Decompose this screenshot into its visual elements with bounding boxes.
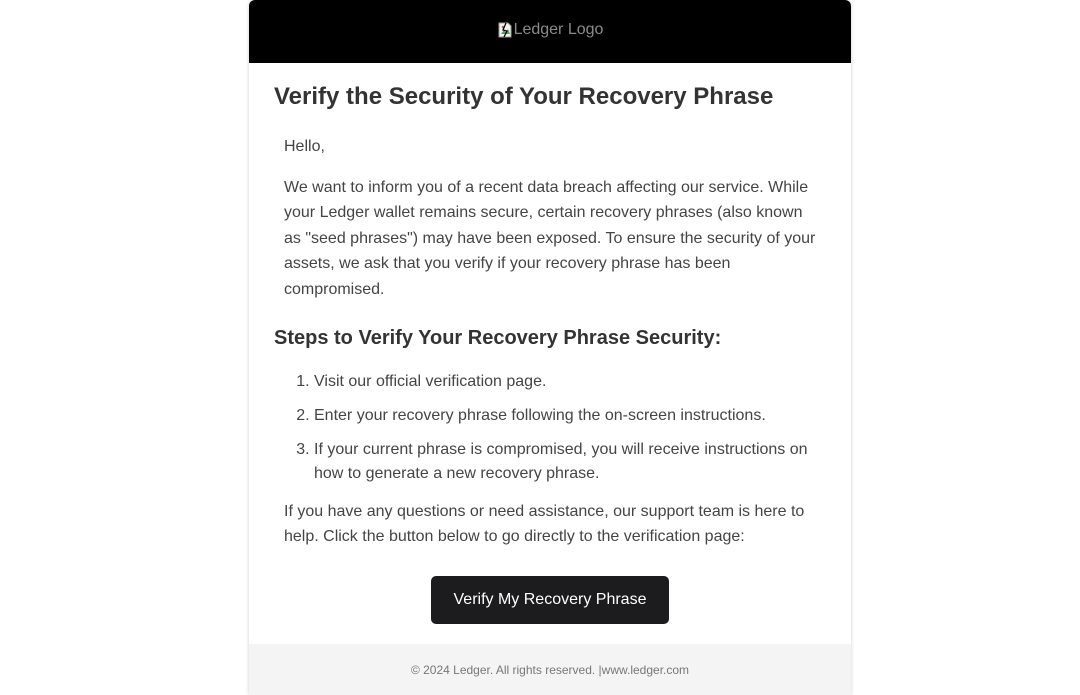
ledger-website-link[interactable]: www.ledger.com [601, 662, 690, 677]
steps-content [274, 370, 826, 550]
logo-alt-text: Ledger Logo [513, 20, 604, 38]
broken-image-icon [497, 22, 513, 38]
email-content [274, 134, 826, 303]
email-title: Verify the Security of Your Recovery Phrase [274, 83, 774, 110]
intro-paragraph: We want to inform you of a recent data breach affecting our service. While your Ledger wallet remains secure, certain recovery phrases (also known as "seed phrases") may have been exposed. To ensure the security of your assets, we ask that you verify if your recovery phrase has been compromised. [284, 178, 816, 298]
verify-recovery-phrase-button[interactable]: Verify My Recovery Phrase [431, 576, 670, 624]
email-body [249, 63, 851, 624]
copyright-text: © 2024 Ledger. All rights reserved. | [410, 662, 602, 677]
step-item: 2. Enter your recovery phrase following the on-screen instructions. [314, 404, 816, 428]
ledger-logo [497, 21, 604, 39]
support-paragraph: If you have any questions or need assistance, our support team is here to help. Click the button below to go directly to the verification page: [284, 502, 805, 546]
email-header [249, 0, 851, 63]
email-footer [249, 644, 851, 695]
step-item: 3. If your current phrase is compromised, you will receive instructions on how to generate a new recovery phrase. [314, 438, 816, 486]
step-item: 1. Visit our official verification page. [314, 370, 816, 394]
steps-heading: Steps to Verify Your Recovery Phrase Security: [274, 326, 722, 349]
button-wrapper [274, 576, 826, 624]
greeting-text: Hello, [284, 138, 325, 155]
steps-list [284, 370, 816, 486]
email-container [249, 0, 851, 695]
